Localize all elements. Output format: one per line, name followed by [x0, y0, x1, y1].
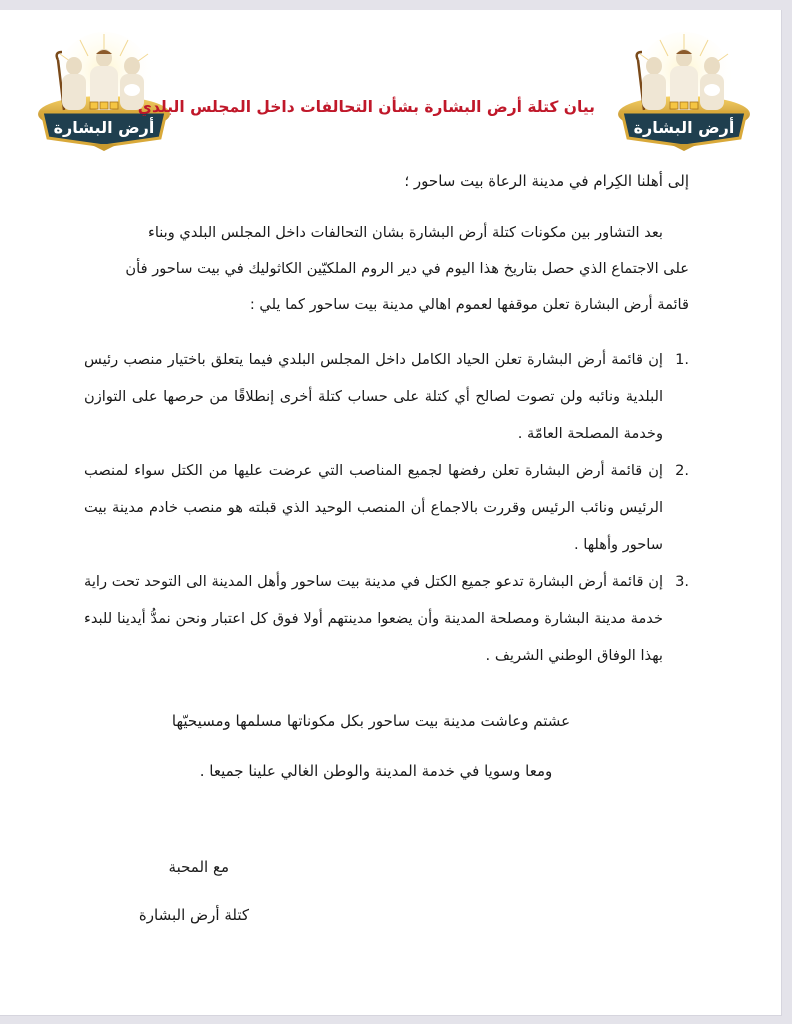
right-logo — [600, 32, 768, 152]
signature-signer: كتلة أرض البشارة — [138, 906, 249, 924]
greeting: إلى أهلنا الكِرام في مدينة الرعاة بيت ساحور ؛ — [404, 172, 689, 190]
point-text: إن قائمة أرض البشارة تعلن الحياد الكامل داخل المجلس البلدي فيما يتعلق باختيار منصب رئيس البلدية ونائبه ولن تصوت لصالح أي كتلة على حساب كتلة أخرى إنطلاقًا من حرصها على التوازن وخدمة المصلحة العامّة . — [84, 351, 663, 442]
shepherds-emblem-icon — [20, 32, 188, 152]
left-logo — [20, 32, 188, 152]
point-text: إن قائمة أرض البشارة تعلن رفضها لجميع المناصب التي عرضت عليها من الكتل سواء لمنصب الرئيس ونائب الرئيس وقررت بالاجماع أن المنصب الوحيد الذي قبلته هو منصب خادم مدينة بيت ساحور وأهلها . — [84, 462, 663, 553]
document-page — [0, 10, 782, 1016]
shepherds-emblem-icon — [600, 32, 768, 152]
point-item — [84, 563, 689, 674]
svg-text:أرض البشارة: أرض البشارة — [53, 118, 155, 137]
point-number: 1. — [675, 351, 689, 368]
svg-text:أرض البشارة: أرض البشارة — [633, 118, 735, 137]
intro-paragraph — [84, 215, 689, 323]
intro-line-3: قائمة أرض البشارة تعلن موقفها لعموم اهالي مدينة بيت ساحور كما يلي : — [249, 296, 689, 313]
intro-line-1: بعد التشاور بين مكونات كتلة أرض البشارة بشان التحالفات داخل المجلس البلدي وبناء — [147, 224, 663, 241]
intro-line-2: على الاجتماع الذي حصل بتاريخ هذا اليوم في دير الروم الملكيّين الكاثوليك في بيت ساحور فأن — [125, 260, 689, 277]
points-list — [84, 341, 689, 674]
signature-salutation: مع المحبة — [168, 858, 229, 876]
point-item — [84, 341, 689, 452]
point-number: 2. — [675, 462, 689, 479]
point-item — [84, 452, 689, 563]
closing-line-2: ومعا وسويا في خدمة المدينة والوطن الغالي علينا جميعا . — [199, 762, 553, 780]
document-title: بيان كتلة أرض البشارة بشأن التحالفات داخل المجلس البلدي — [137, 98, 595, 116]
closing-line-1: عشتم وعاشت مدينة بيت ساحور بكل مكوناتها مسلمها ومسيحيّها — [171, 712, 571, 730]
point-text: إن قائمة أرض البشارة تدعو جميع الكتل في مدينة بيت ساحور وأهل المدينة الى التوحد تحت راية خدمة مدينة البشارة ومصلحة المدينة وأن يضعوا مدينتهم أولا فوق كل اعتبار ونحن نمدُّ أيدينا للبدء بهذا الوفاق الوطني الشريف . — [84, 573, 663, 664]
point-number: 3. — [675, 573, 689, 590]
